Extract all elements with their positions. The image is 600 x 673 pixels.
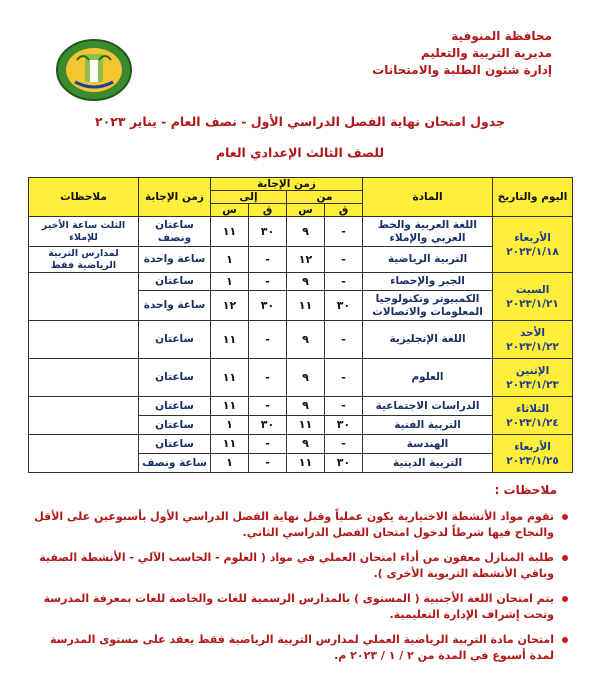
duration-cell: ساعة ونصف bbox=[139, 454, 211, 473]
subject-cell: الكمبيوتر وتكنولوجيا المعلومات والاتصالات bbox=[363, 291, 493, 321]
to-s-cell: ١٢ bbox=[211, 291, 249, 321]
note-cell bbox=[29, 397, 139, 435]
notes-title: ملاحظات : bbox=[494, 483, 557, 497]
table-row bbox=[29, 435, 573, 454]
note-cell bbox=[29, 435, 139, 473]
day-cell: الثلاثاء ٢٠٢٣/١/٢٤ bbox=[493, 397, 573, 435]
table-row bbox=[29, 397, 573, 416]
header-from-q: ق bbox=[325, 204, 363, 217]
list-item: طلبة المنازل معفون من أداء امتحان العملي في مواد ( العلوم - الحاسب الآلي - الأنشطة الصفية وباقي الأنشطة التربوية الأخرى ). bbox=[30, 550, 570, 582]
subject-cell: الهندسة bbox=[363, 435, 493, 454]
note-cell: الثلث ساعة الأخير للإملاء bbox=[29, 217, 139, 247]
table-row bbox=[29, 273, 573, 291]
from-q-cell: - bbox=[325, 397, 363, 416]
from-s-cell: ٩ bbox=[287, 359, 325, 397]
from-s-cell: ٩ bbox=[287, 435, 325, 454]
from-q-cell: - bbox=[325, 435, 363, 454]
duration-cell: ساعتان bbox=[139, 321, 211, 359]
duration-cell: ساعة واحدة bbox=[139, 247, 211, 273]
to-s-cell: ١ bbox=[211, 416, 249, 435]
duration-cell: ساعتان bbox=[139, 273, 211, 291]
from-q-cell: - bbox=[325, 273, 363, 291]
duration-cell: ساعتان bbox=[139, 359, 211, 397]
department-name: إدارة شئون الطلبة والامتحانات bbox=[372, 63, 552, 77]
header-to-q: ق bbox=[249, 204, 287, 217]
header-to-s: س bbox=[211, 204, 249, 217]
table-row bbox=[29, 247, 573, 273]
to-q-cell: ٣٠ bbox=[249, 416, 287, 435]
subject-cell: التربية الدينية bbox=[363, 454, 493, 473]
note-cell bbox=[29, 273, 139, 321]
to-s-cell: ١ bbox=[211, 454, 249, 473]
subject-cell: الدراسات الاجتماعية bbox=[363, 397, 493, 416]
to-q-cell: - bbox=[249, 321, 287, 359]
exam-schedule-table bbox=[28, 177, 573, 473]
to-q-cell: - bbox=[249, 435, 287, 454]
directorate-name: مديرية التربية والتعليم bbox=[420, 46, 552, 60]
from-s-cell: ٩ bbox=[287, 217, 325, 247]
note-cell bbox=[29, 321, 139, 359]
governorate-logo bbox=[55, 38, 133, 102]
duration-cell: ساعتان bbox=[139, 397, 211, 416]
list-item: يتم امتحان اللغة الأجنبية ( المستوى ) بالمدارس الرسمية للغات والخاصة للغات بمعرفة المدرسة وتحت إشراف الإدارة التعليمية. bbox=[30, 591, 570, 623]
governorate-name: محافظة المنوفية bbox=[451, 29, 552, 43]
header-day-date: اليوم والتاريخ bbox=[493, 178, 573, 217]
to-s-cell: ١١ bbox=[211, 435, 249, 454]
to-q-cell: ٣٠ bbox=[249, 217, 287, 247]
duration-cell: ساعتان bbox=[139, 416, 211, 435]
day-cell: الإثنين ٢٠٢٣/١/٢٣ bbox=[493, 359, 573, 397]
header-subject: المادة bbox=[363, 178, 493, 217]
from-s-cell: ٩ bbox=[287, 397, 325, 416]
header-from: من bbox=[287, 191, 363, 204]
duration-cell: ساعتان ونصف bbox=[139, 217, 211, 247]
to-q-cell: - bbox=[249, 247, 287, 273]
to-s-cell: ١ bbox=[211, 273, 249, 291]
from-s-cell: ٩ bbox=[287, 321, 325, 359]
header-duration: زمن الإجابة bbox=[139, 178, 211, 217]
to-q-cell: ٣٠ bbox=[249, 291, 287, 321]
page-subtitle: للصف الثالث الإعدادي العام bbox=[215, 145, 385, 160]
header-notes: ملاحظات bbox=[29, 178, 139, 217]
to-s-cell: ١ bbox=[211, 247, 249, 273]
from-s-cell: ٩ bbox=[287, 273, 325, 291]
table-row bbox=[29, 321, 573, 359]
header-answer-time-group: زمن الإجابة bbox=[211, 178, 363, 191]
from-q-cell: ٣٠ bbox=[325, 454, 363, 473]
from-s-cell: ١٢ bbox=[287, 247, 325, 273]
note-cell: لمدارس التربية الرياضية فقط bbox=[29, 247, 139, 273]
to-q-cell: - bbox=[249, 359, 287, 397]
day-cell: السبت ٢٠٢٣/١/٢١ bbox=[493, 273, 573, 321]
from-q-cell: ٣٠ bbox=[325, 291, 363, 321]
to-s-cell: ١١ bbox=[211, 397, 249, 416]
duration-cell: ساعتان bbox=[139, 435, 211, 454]
day-cell: الأحد ٢٠٢٣/١/٢٢ bbox=[493, 321, 573, 359]
table-row bbox=[29, 359, 573, 397]
subject-cell: الجبر والإحصاء bbox=[363, 273, 493, 291]
from-s-cell: ١١ bbox=[287, 291, 325, 321]
from-q-cell: - bbox=[325, 217, 363, 247]
notes-list bbox=[30, 509, 570, 673]
from-s-cell: ١١ bbox=[287, 416, 325, 435]
organization-header bbox=[372, 28, 552, 79]
to-s-cell: ١١ bbox=[211, 359, 249, 397]
to-s-cell: ١١ bbox=[211, 217, 249, 247]
header-from-s: س bbox=[287, 204, 325, 217]
day-cell: الأربعاء ٢٠٢٣/١/٢٥ bbox=[493, 435, 573, 473]
to-q-cell: - bbox=[249, 273, 287, 291]
to-q-cell: - bbox=[249, 397, 287, 416]
subject-cell: اللغة الإنجليزية bbox=[363, 321, 493, 359]
subject-cell: التربية الرياضية bbox=[363, 247, 493, 273]
subject-cell: اللغة العربية والخط العربي والإملاء bbox=[363, 217, 493, 247]
note-cell bbox=[29, 359, 139, 397]
from-s-cell: ١١ bbox=[287, 454, 325, 473]
subject-cell: التربية الفنية bbox=[363, 416, 493, 435]
from-q-cell: - bbox=[325, 321, 363, 359]
list-item: تقوم مواد الأنشطة الاختيارية يكون عملياً وقبل نهاية الفصل الدراسي الأول بأسبوعين على الأقل والنجاح فيها شرطاً لدخول امتحان الفصل الدراسي الثاني. bbox=[30, 509, 570, 541]
from-q-cell: - bbox=[325, 247, 363, 273]
header-to: إلى bbox=[211, 191, 287, 204]
day-cell: الأربعاء ٢٠٢٣/١/١٨ bbox=[493, 217, 573, 273]
page-title: جدول امتحان نهاية الفصل الدراسي الأول - نصف العام - يناير ٢٠٢٣ bbox=[94, 114, 506, 129]
duration-cell: ساعة واحدة bbox=[139, 291, 211, 321]
list-item: امتحان مادة التربية الرياضية العملي لمدارس التربية الرياضية فقط يعقد على مستوى المدرسة لمدة أسبوع في المدة من ٢ / ١ / ٢٠٢٣ م. bbox=[30, 632, 570, 664]
subject-cell: العلوم bbox=[363, 359, 493, 397]
from-q-cell: - bbox=[325, 359, 363, 397]
table-row bbox=[29, 217, 573, 247]
from-q-cell: ٣٠ bbox=[325, 416, 363, 435]
to-q-cell: - bbox=[249, 454, 287, 473]
to-s-cell: ١١ bbox=[211, 321, 249, 359]
